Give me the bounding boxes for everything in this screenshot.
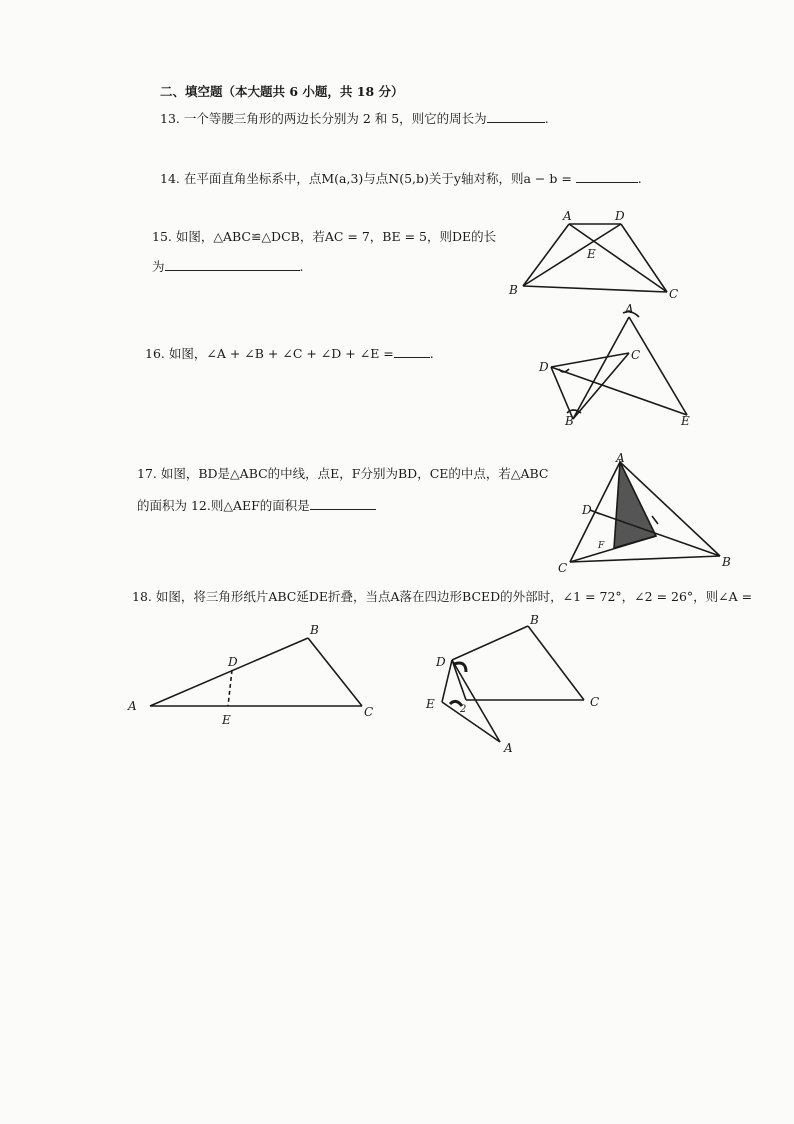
- fig16-label-B: B: [565, 414, 574, 428]
- fig15-label-A: A: [563, 209, 572, 223]
- question-13-end: .: [544, 111, 549, 126]
- fig17-label-B: B: [722, 555, 731, 569]
- fig17-label-F: F: [598, 541, 605, 551]
- answer-blank-17[interactable]: [310, 497, 376, 510]
- fig17-label-C: C: [558, 561, 568, 575]
- answer-blank-16[interactable]: [394, 345, 430, 358]
- fig16-label-D: D: [539, 360, 549, 374]
- question-15-end: .: [299, 259, 304, 274]
- fig18a-label-C: C: [364, 705, 374, 719]
- fig18b-label-D: D: [436, 655, 446, 669]
- answer-blank-15[interactable]: [165, 258, 300, 271]
- fig15-label-C: C: [669, 287, 679, 301]
- fig16-label-C: C: [631, 348, 641, 362]
- question-16-text: 16. 如图，∠A + ∠B + ∠C + ∠D + ∠E =: [145, 346, 394, 361]
- question-14: [160, 170, 642, 187]
- question-15-line1: 15. 如图，△ABC≌△DCB，若AC = 7，BE = 5，则DE的长: [152, 229, 497, 244]
- fig17-label-A: A: [616, 451, 625, 465]
- question-17-line2: [137, 497, 376, 514]
- figure-16: [535, 303, 695, 429]
- fig16-label-E: E: [681, 414, 690, 428]
- question-15-line2: [152, 258, 304, 275]
- question-13-text: 13. 一个等腰三角形的两边长分别为 2 和 5，则它的周长为: [160, 111, 487, 126]
- fig18b-label-B: B: [530, 613, 539, 627]
- question-15-prefix: 为: [152, 259, 165, 274]
- fig18b-label-E: E: [426, 697, 435, 711]
- fig15-label-B: B: [509, 283, 518, 297]
- section-title: 二、填空题（本大题共 6 小题，共 18 分）: [160, 84, 404, 99]
- question-13: [160, 110, 549, 127]
- fig18b-label-A: A: [504, 741, 513, 755]
- fig15-label-D: D: [615, 209, 625, 223]
- answer-blank-13[interactable]: [487, 110, 545, 123]
- fig18a-label-A: A: [128, 699, 137, 713]
- question-16-end: .: [429, 346, 434, 361]
- fig15-label-E: E: [587, 247, 596, 261]
- fig18b-label-angle-2: 2: [460, 704, 467, 715]
- fig18b-label-C: C: [590, 695, 600, 709]
- fig18a-label-D: D: [228, 655, 238, 669]
- fig17-label-D: D: [582, 503, 592, 517]
- question-18: 18. 如图，将三角形纸片ABC延DE折叠，当点A落在四边形BCED的外部时，∠1 = 72°，∠2 = 26°，则∠A =: [132, 589, 753, 604]
- figure-18-original: [122, 618, 382, 730]
- question-14-end: .: [637, 171, 642, 186]
- question-17-text: 的面积为 12.则△AEF的面积是: [137, 498, 310, 513]
- figure-17: [552, 452, 742, 576]
- figure-18-folded: [422, 612, 622, 756]
- fig16-label-A: A: [625, 302, 634, 316]
- fig18a-label-E: E: [222, 713, 231, 727]
- answer-blank-14[interactable]: [576, 170, 638, 183]
- shaded-triangle-AEF: [614, 462, 656, 548]
- question-17-line1: 17. 如图，BD是△ABC的中线，点E，F分别为BD，CE的中点，若△ABC: [137, 466, 549, 481]
- question-16: [145, 345, 434, 362]
- fig18a-label-B: B: [310, 623, 319, 637]
- question-14-text: 14. 在平面直角坐标系中，点M(a,3)与点N(5,b)关于y轴对称，则a − b =: [160, 171, 572, 186]
- figure-15: [505, 208, 685, 304]
